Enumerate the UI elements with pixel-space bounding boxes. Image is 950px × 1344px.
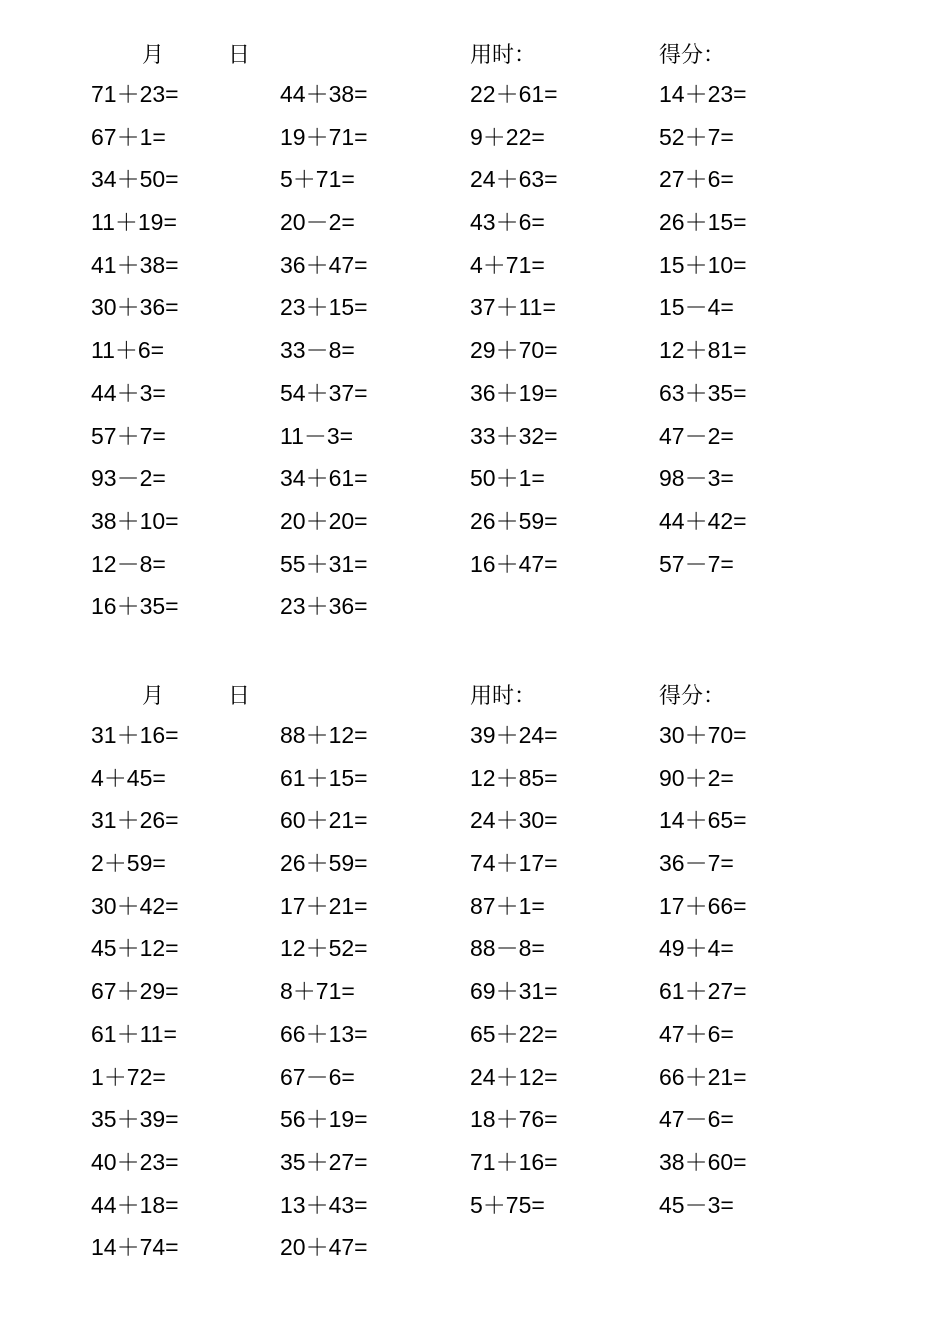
arithmetic-problem: 35＋27= (280, 1148, 368, 1175)
arithmetic-problem: 31＋16= (91, 722, 179, 748)
arithmetic-problem: 30＋70= (659, 722, 747, 748)
arithmetic-problem: 8＋71= (280, 978, 355, 1005)
problem-column-1 (91, 714, 276, 1269)
arithmetic-problem: 15－4= (659, 294, 734, 321)
arithmetic-problem: 29＋70= (470, 337, 558, 364)
arithmetic-problem: 2＋59= (91, 850, 166, 877)
arithmetic-problem: 4＋45= (91, 764, 166, 791)
arithmetic-problem: 27＋6= (659, 166, 734, 193)
arithmetic-problem: 17＋21= (280, 892, 368, 919)
arithmetic-problem: 23＋15= (280, 294, 368, 321)
arithmetic-problem: 57＋7= (91, 422, 166, 449)
arithmetic-problem: 18＋76= (470, 1106, 558, 1133)
arithmetic-problem: 22＋61= (470, 81, 558, 107)
arithmetic-problem: 33－8= (280, 337, 355, 364)
arithmetic-problem: 12＋85= (470, 764, 558, 791)
arithmetic-problem: 39＋24= (470, 722, 558, 748)
arithmetic-problem: 16＋35= (91, 593, 179, 620)
arithmetic-problem: 66＋13= (280, 1020, 368, 1047)
arithmetic-problem: 57－7= (659, 550, 734, 577)
arithmetic-problem: 61＋15= (280, 764, 368, 791)
arithmetic-problem: 67＋29= (91, 978, 179, 1005)
arithmetic-problem: 98－3= (659, 465, 734, 492)
arithmetic-problem: 36＋19= (470, 379, 558, 406)
arithmetic-problem: 47－2= (659, 422, 734, 449)
arithmetic-problem: 12－8= (91, 550, 166, 577)
arithmetic-problem: 9＋22= (470, 123, 545, 150)
arithmetic-problem: 13＋43= (280, 1191, 368, 1218)
arithmetic-problem: 30＋36= (91, 294, 179, 321)
arithmetic-problem: 44＋3= (91, 379, 166, 406)
arithmetic-problem: 11＋6= (91, 337, 165, 364)
day-label: 日 (228, 42, 251, 67)
time-used-label: 用时： (470, 683, 537, 708)
arithmetic-problem: 52＋7= (659, 123, 734, 150)
arithmetic-problem: 56＋19= (280, 1106, 368, 1133)
arithmetic-problem: 23＋36= (280, 593, 368, 620)
arithmetic-problem: 26＋15= (659, 209, 747, 236)
arithmetic-problem: 20－2= (280, 209, 355, 236)
arithmetic-problem: 35＋39= (91, 1106, 179, 1133)
arithmetic-problem: 12＋81= (659, 337, 747, 364)
arithmetic-problem: 45＋12= (91, 935, 179, 962)
problem-column-3 (470, 714, 655, 1226)
arithmetic-problem: 14＋74= (91, 1234, 179, 1261)
arithmetic-problem: 14＋23= (659, 81, 747, 107)
arithmetic-problem: 90＋2= (659, 764, 734, 791)
problem-column-2 (280, 714, 465, 1269)
arithmetic-problem: 11＋19= (91, 209, 177, 236)
arithmetic-problem: 20＋20= (280, 507, 368, 534)
arithmetic-problem: 43＋6= (470, 209, 545, 236)
month-label: 月 (142, 683, 165, 708)
arithmetic-problem: 63＋35= (659, 379, 747, 406)
arithmetic-problem: 71＋16= (470, 1148, 558, 1175)
arithmetic-problem: 74＋17= (470, 850, 558, 877)
arithmetic-problem: 17＋66= (659, 892, 747, 919)
arithmetic-problem: 12＋52= (280, 935, 368, 962)
arithmetic-problem: 34＋61= (280, 465, 368, 492)
arithmetic-problem: 61＋11= (91, 1020, 177, 1047)
problem-column-2 (280, 73, 465, 628)
problem-column-1 (91, 73, 276, 628)
arithmetic-problem: 38＋60= (659, 1148, 747, 1175)
arithmetic-problem: 19＋71= (280, 123, 368, 150)
arithmetic-problem: 47＋6= (659, 1020, 734, 1047)
arithmetic-problem: 50＋1= (470, 465, 545, 492)
arithmetic-problem: 20＋47= (280, 1234, 368, 1261)
arithmetic-problem: 88－8= (470, 935, 545, 962)
arithmetic-problem: 30＋42= (91, 892, 179, 919)
arithmetic-problem: 61＋27= (659, 978, 747, 1005)
score-label: 得分： (659, 683, 726, 708)
problem-column-4 (659, 73, 844, 585)
problem-column-4 (659, 714, 844, 1226)
arithmetic-problem: 36－7= (659, 850, 734, 877)
worksheet-header (0, 30, 950, 73)
arithmetic-problem: 38＋10= (91, 507, 179, 534)
arithmetic-problem: 33＋32= (470, 422, 558, 449)
score-label: 得分： (659, 42, 726, 67)
arithmetic-problem: 44＋18= (91, 1191, 179, 1218)
day-label: 日 (228, 683, 251, 708)
arithmetic-problem: 67＋1= (91, 123, 166, 150)
arithmetic-problem: 45－3= (659, 1191, 734, 1218)
worksheet-header (0, 671, 950, 714)
arithmetic-problem: 55＋31= (280, 550, 368, 577)
arithmetic-problem: 49＋4= (659, 935, 734, 962)
arithmetic-problem: 67－6= (280, 1063, 355, 1090)
arithmetic-problem: 47－6= (659, 1106, 734, 1133)
arithmetic-problem: 14＋65= (659, 807, 747, 834)
arithmetic-problem: 71＋23= (91, 81, 179, 107)
arithmetic-problem: 5＋71= (280, 166, 355, 193)
arithmetic-problem: 26＋59= (280, 850, 368, 877)
arithmetic-problem: 54＋37= (280, 379, 368, 406)
arithmetic-problem: 26＋59= (470, 507, 558, 534)
arithmetic-problem: 24＋30= (470, 807, 558, 834)
arithmetic-problem: 44＋42= (659, 507, 747, 534)
arithmetic-problem: 88＋12= (280, 722, 368, 748)
arithmetic-problem: 41＋38= (91, 251, 179, 278)
problem-column-3 (470, 73, 655, 585)
arithmetic-problem: 93－2= (91, 465, 166, 492)
arithmetic-problem: 44＋38= (280, 81, 368, 107)
arithmetic-problem: 36＋47= (280, 251, 368, 278)
arithmetic-problem: 65＋22= (470, 1020, 558, 1047)
arithmetic-problem: 40＋23= (91, 1148, 179, 1175)
arithmetic-problem: 37＋11= (470, 294, 556, 321)
arithmetic-problem: 66＋21= (659, 1063, 747, 1090)
arithmetic-problem: 15＋10= (659, 251, 747, 278)
arithmetic-problem: 69＋31= (470, 978, 558, 1005)
arithmetic-problem: 5＋75= (470, 1191, 545, 1218)
arithmetic-problem: 16＋47= (470, 550, 558, 577)
arithmetic-problem: 31＋26= (91, 807, 179, 834)
arithmetic-problem: 4＋71= (470, 251, 545, 278)
time-used-label: 用时： (470, 42, 537, 67)
arithmetic-problem: 11－3= (280, 422, 354, 449)
arithmetic-problem: 60＋21= (280, 807, 368, 834)
arithmetic-problem: 34＋50= (91, 166, 179, 193)
arithmetic-problem: 24＋12= (470, 1063, 558, 1090)
arithmetic-problem: 1＋72= (91, 1063, 166, 1090)
month-label: 月 (142, 42, 165, 67)
arithmetic-problem: 24＋63= (470, 166, 558, 193)
arithmetic-problem: 87＋1= (470, 892, 545, 919)
